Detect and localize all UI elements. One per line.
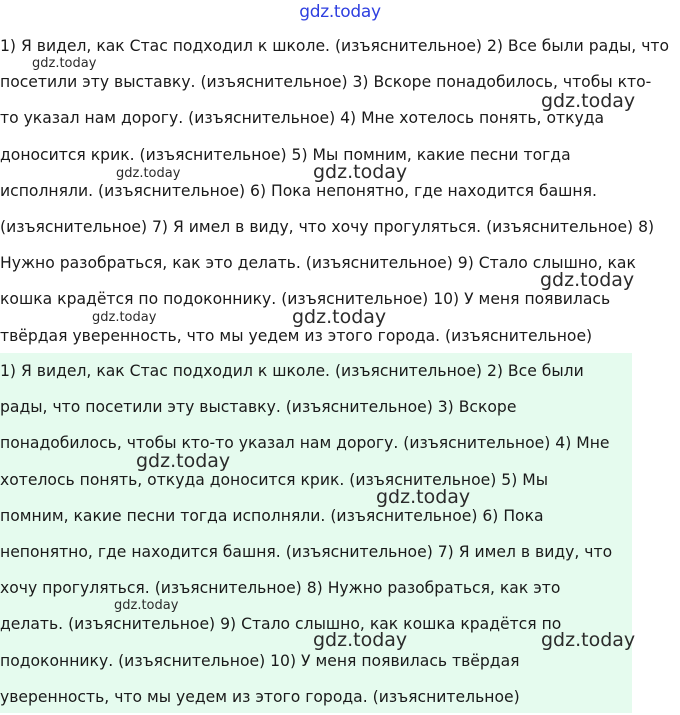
watermark: gdz.today xyxy=(32,56,97,71)
watermark: gdz.today xyxy=(376,486,471,508)
site-logo: gdz.today xyxy=(299,2,381,22)
watermark: gdz.today xyxy=(313,629,408,651)
watermark: gdz.today xyxy=(116,166,181,181)
answer-paragraph: 1) Я видел, как Стас подходил к школе. (изъяснительное) 2) Все были рады, что посетили эту выставку. (изъяснительное) 3) Вскоре понадобилось, чтобы кто- то указал нам дорогу. (изъяснительное) 4) Мне хотелось понять, откуда доносится крик. (изъяснительное) 5) Мы помним, какие песни тогда исполняли. (изъяснительное) 6) Пока непонятно, где находится башня. (изъяснительное) 7) Я имел в виду, что хочу прогуляться. (изъяснительное) 8) Нужно разобраться, как это делать. (изъяснительное) 9) Стало слышно, как кошка крадётся по подоконнику. (изъяснительное) 10) У меня появилась твёрдая уверенность, что мы уедем из этого города. (изъяснительное) xyxy=(0,37,670,345)
watermark: gdz.today xyxy=(292,306,387,328)
answer-text-block-2 xyxy=(0,353,632,713)
watermark: gdz.today xyxy=(541,90,636,112)
watermark: gdz.today xyxy=(92,310,157,325)
watermark: gdz.today xyxy=(313,161,408,183)
watermark: gdz.today xyxy=(136,450,231,472)
watermark: gdz.today xyxy=(114,598,179,613)
watermark: gdz.today xyxy=(540,269,635,291)
watermark: gdz.today xyxy=(541,629,636,651)
answer-text-block-1 xyxy=(0,28,676,354)
answer-paragraph: 1) Я видел, как Стас подходил к школе. (изъяснительное) 2) Все были рады, что посетили эту выставку. (изъяснительное) 3) Вскоре понадобилось, чтобы кто-то указал нам дорогу. (изъяснительное) 4) Мне хотелось понять, откуда доносится крик. (изъяснительное) 5) Мы помним, какие песни тогда исполняли. (изъяснительное) 6) Пока непонятно, где находится башня. (изъяснительное) 7) Я имел в виду, что хочу прогуляться. (изъяснительное) 8) Нужно разобраться, как это делать. (изъяснительное) 9) Стало слышно, как кошка крадётся по подоконнику. (изъяснительное) 10) У меня появилась твёрдая уверенность, что мы уедем из этого города. (изъяснительное) xyxy=(0,362,613,706)
